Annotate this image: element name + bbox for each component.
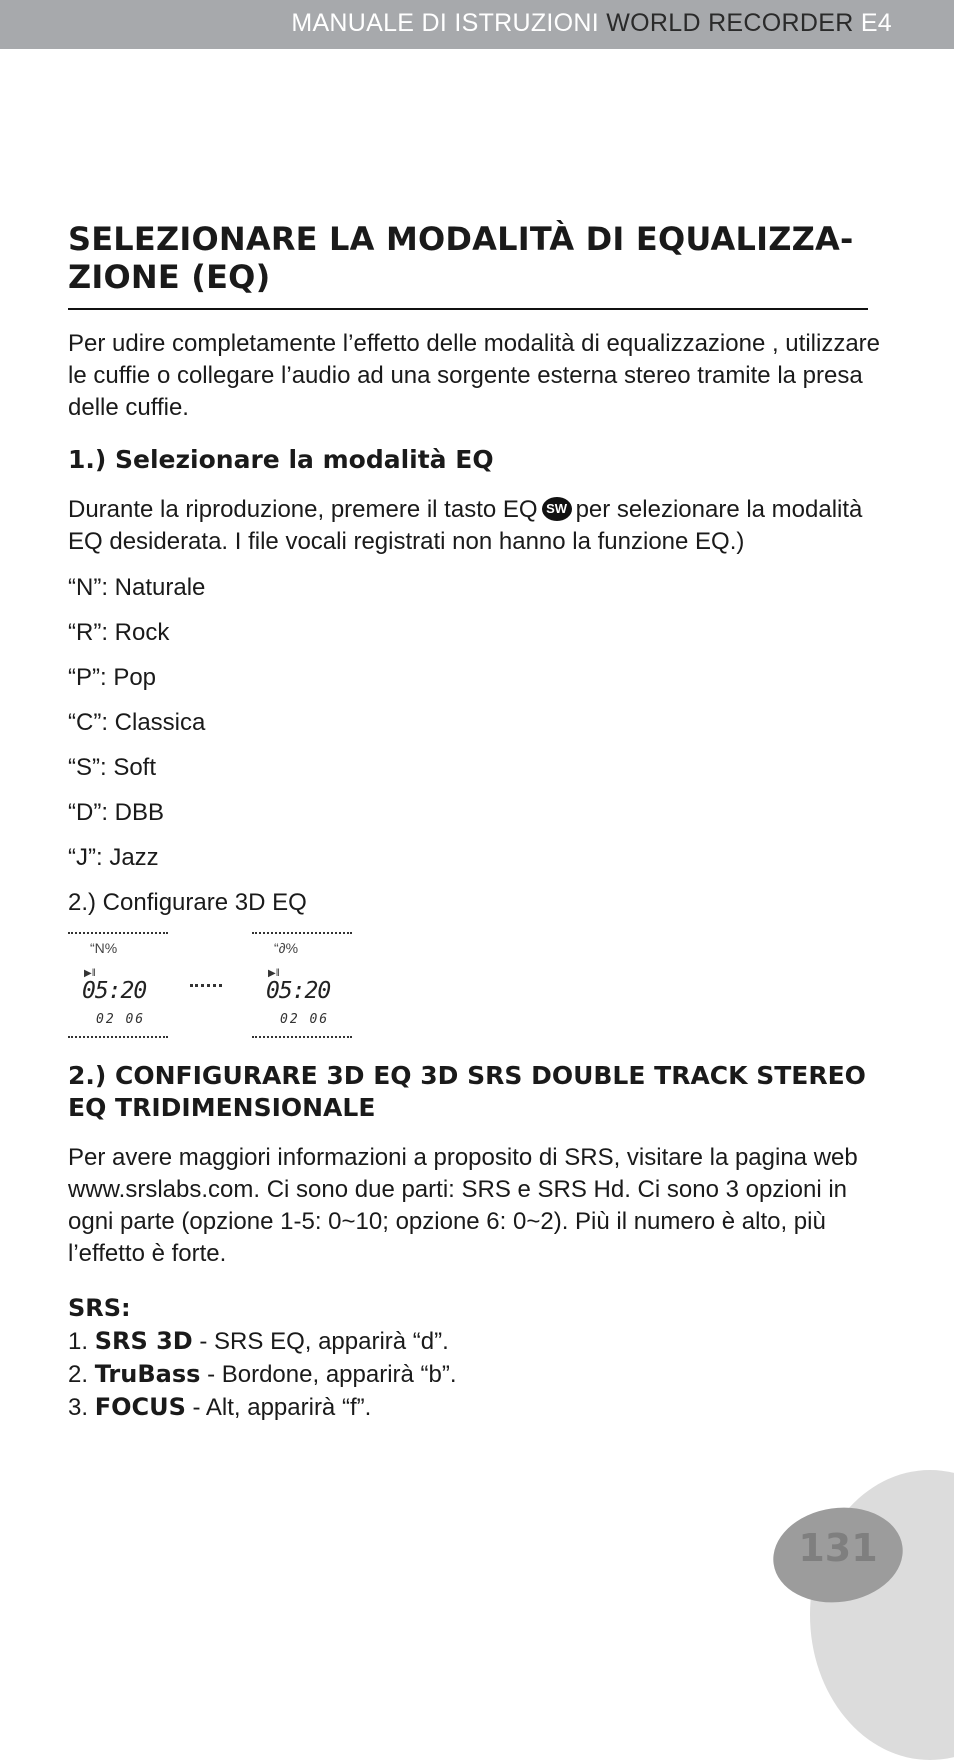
srs-item-desc: - SRS EQ, apparirà “d”. — [199, 1328, 449, 1355]
lcd-screen-left — [68, 932, 168, 1038]
eq-mode-item: “C”: Classica — [68, 709, 206, 736]
lcd-time: 05:20 — [82, 978, 147, 1004]
lcd-play-pause-icon: ▶‖ — [84, 968, 96, 979]
lcd-illustration — [68, 932, 888, 1042]
eq-mode-list — [68, 573, 888, 918]
lcd-play-pause-icon: ▶‖ — [268, 968, 280, 979]
srs-item-number: 3. — [68, 1394, 89, 1421]
eq-mode-item: “R”: Rock — [68, 619, 170, 646]
srs-list — [68, 1292, 888, 1424]
section-title — [68, 220, 868, 310]
section-title-line1: SELEZIONARE LA MODALITÀ DI EQUALIZZA- — [68, 220, 854, 258]
eq-mode-item: “P”: Pop — [68, 664, 157, 691]
srs-item — [68, 1391, 888, 1424]
lcd-track-info: 02 06 — [96, 1012, 146, 1027]
srs-label: SRS: — [68, 1294, 131, 1322]
header-bar — [0, 0, 954, 49]
eq-mode-item: “J”: Jazz — [68, 844, 159, 871]
intro-paragraph: Per udire completamente l’effetto delle modalità di equalizzazione , utilizzare le cuffie o collegare l’audio ad una sorgente esterna stereo tramite la presa delle cuffie. — [68, 330, 881, 421]
page-content — [68, 220, 888, 1424]
lcd-screen-right — [252, 932, 352, 1038]
srs-item-number: 1. — [68, 1328, 89, 1355]
header-title — [291, 9, 892, 38]
srs-item-name: TruBass — [94, 1360, 201, 1388]
section-title-line2: ZIONE (EQ) — [68, 258, 271, 296]
header-manual-label: MANUALE DI ISTRUZIONI — [291, 9, 600, 37]
eq-mode-item: “N”: Naturale — [68, 574, 206, 601]
eq-mode-item: “S”: Soft — [68, 754, 157, 781]
sw-button-icon: SW — [542, 497, 572, 521]
section2-title: 2.) CONFIGURARE 3D EQ 3D SRS DOUBLE TRACK STEREO EQ TRIDIMENSIONALE — [68, 1061, 866, 1122]
instruction-before: Durante la riproduzione, premere il tasto EQ — [68, 496, 538, 523]
header-product-name: WORLD RECORDER — [606, 9, 854, 37]
srs-item-name: FOCUS — [94, 1393, 186, 1421]
instruction-after: per selezionare la modalità EQ desiderata. I file vocali registrati non hanno la funzione EQ.) — [68, 496, 863, 555]
srs-item-number: 2. — [68, 1361, 89, 1388]
step2-label: 2.) Configurare 3D EQ — [68, 889, 307, 916]
subsection-title: 1.) Selezionare la modalità EQ — [68, 445, 494, 474]
lcd-eq-symbol: “N% — [90, 940, 118, 956]
lcd-separator — [190, 984, 222, 987]
srs-item-desc: - Alt, apparirà “f”. — [192, 1394, 372, 1421]
header-product-model: E4 — [860, 9, 892, 37]
lcd-time: 05:20 — [266, 978, 331, 1004]
srs-item — [68, 1325, 888, 1358]
srs-item — [68, 1358, 888, 1391]
instruction-paragraph — [68, 494, 888, 558]
srs-item-name: SRS 3D — [94, 1327, 193, 1355]
lcd-track-info: 02 06 — [280, 1012, 330, 1027]
srs-paragraph: Per avere maggiori informazioni a proposito di SRS, visitare la pagina web www.srslabs.com. Ci sono due parti: SRS e SRS Hd. Ci sono 3 opzioni in ogni parte (opzione 1-5: 0~10; opzione 6: 0~2). Più il numero è alto, più l’effetto è forte. — [68, 1144, 858, 1267]
page-number: 131 — [798, 1526, 878, 1570]
eq-mode-item: “D”: DBB — [68, 799, 164, 826]
srs-item-desc: - Bordone, apparirà “b”. — [207, 1361, 457, 1388]
lcd-eq-symbol: “∂% — [274, 940, 299, 956]
